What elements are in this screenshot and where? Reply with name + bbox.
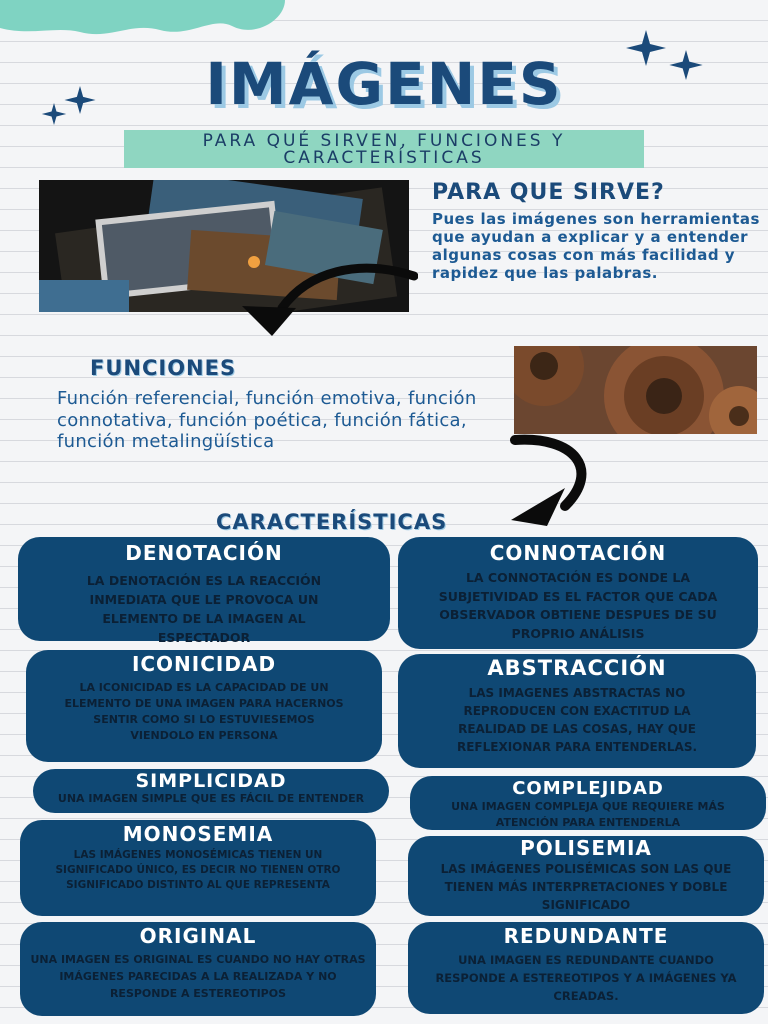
card-text: LAS IMÁGENES MONOSÉMICAS TIENEN UN SIGNIFICADO ÚNICO, ES DECIR NO TIENEN OTRO SIGNIFICADO DISTINTO AL QUE REPRESENTA bbox=[55, 849, 341, 891]
funciones-heading: FUNCIONES bbox=[90, 356, 237, 380]
card-original bbox=[20, 922, 376, 1016]
curved-arrow-icon bbox=[505, 430, 605, 528]
card-abstraccion bbox=[398, 654, 756, 768]
card-complejidad bbox=[410, 776, 766, 830]
card-title: COMPLEJIDAD bbox=[512, 778, 664, 799]
card-connotacion bbox=[398, 537, 758, 649]
card-text: LAS IMÁGENES POLISÉMICAS SON LAS QUE TIENEN MÁS INTERPRETACIONES Y DOBLE SIGNIFICADO bbox=[440, 862, 732, 912]
card-title: DENOTACIÓN bbox=[125, 541, 283, 565]
para-que-text: Pues las imágenes son herramientas que ayudan a explicar y a entender algunas cosas con más facilidad y rapidez que las palabras. bbox=[432, 210, 760, 282]
page-title: IMÁGENES bbox=[205, 50, 563, 118]
card-title: MONOSEMIA bbox=[122, 822, 274, 846]
card-text: LA DENOTACIÓN ES LA REACCIÓN INMEDIATA QUE LE PROVOCA UN ELEMENTO DE LA IMAGEN AL ESPECTADOR bbox=[86, 573, 322, 645]
curved-arrow-icon bbox=[238, 262, 418, 342]
card-title: ORIGINAL bbox=[139, 924, 257, 948]
card-redundante bbox=[408, 922, 764, 1014]
card-text: UNA IMAGEN COMPLEJA QUE REQUIERE MÁS ATENCIÓN PARA ENTENDERLA bbox=[451, 800, 725, 829]
card-title: ABSTRACCIÓN bbox=[487, 656, 667, 680]
funciones-text: Función referencial, función emotiva, función connotativa, función poética, función fática, función metalingüística bbox=[57, 388, 477, 452]
card-simplicidad bbox=[33, 769, 389, 813]
card-title: POLISEMIA bbox=[520, 836, 652, 860]
card-title: CONNOTACIÓN bbox=[489, 541, 667, 565]
card-denotacion bbox=[18, 537, 390, 645]
card-text: LAS IMAGENES ABSTRACTAS NO REPRODUCEN CON EXACTITUD LA REALIDAD DE LAS COSAS, HAY QUE REFLEXIONAR PARA ENTENDERLAS. bbox=[456, 686, 698, 754]
gears-image bbox=[514, 346, 757, 434]
caracteristicas-heading: CARACTERÍSTICAS bbox=[216, 510, 448, 534]
card-text: UNA IMAGEN SIMPLE QUE ES FÁCIL DE ENTENDER bbox=[57, 792, 365, 805]
card-text: LA CONNOTACIÓN ES DONDE LA SUBJETIVIDAD ES EL FACTOR QUE CADA OBSERVADOR OBTIENE DESPUES DE SU PROPRIO ANÁLISIS bbox=[438, 570, 718, 641]
card-title: SIMPLICIDAD bbox=[135, 770, 287, 792]
card-polisemia bbox=[408, 836, 764, 916]
card-title: ICONICIDAD bbox=[131, 652, 277, 676]
card-text: LA ICONICIDAD ES LA CAPACIDAD DE UN ELEMENTO DE UNA IMAGEN PARA HACERNOS SENTIR COMO SI LO ESTUVIESEMOS VIENDOLO EN PERSONA bbox=[64, 681, 344, 742]
card-text: UNA IMAGEN ES ORIGINAL ES CUANDO NO HAY OTRAS IMÁGENES PARECIDAS A LA REALIZADA Y NO RESPONDE A ESTEREOTIPOS bbox=[30, 953, 366, 1000]
card-text: UNA IMAGEN ES REDUNDANTE CUANDO RESPONDE A ESTEREOTIPOS Y A IMÁGENES YA CREADAS. bbox=[435, 953, 737, 1003]
subtitle-banner: PARA QUÉ SIRVEN, FUNCIONES Y CARACTERÍSTICAS bbox=[124, 130, 644, 168]
decorative-blob bbox=[0, 0, 290, 40]
card-monosemia bbox=[20, 820, 376, 916]
card-title: REDUNDANTE bbox=[503, 924, 669, 948]
card-iconicidad bbox=[26, 650, 382, 762]
para-que-heading: PARA QUE SIRVE? bbox=[432, 180, 665, 205]
